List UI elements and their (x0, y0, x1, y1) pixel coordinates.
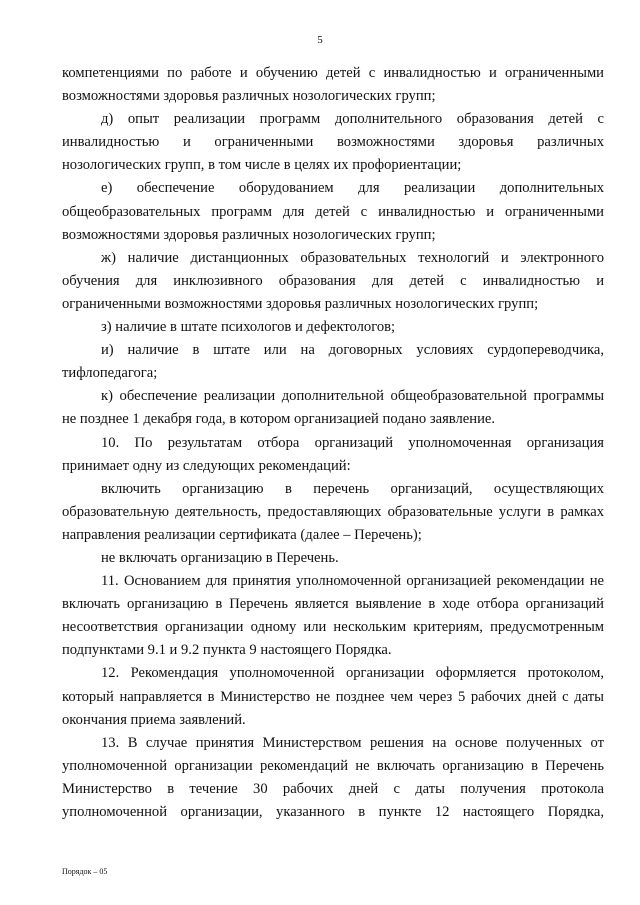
paragraph-item-i: и) наличие в штате или на договорных условиях сурдопереводчика, тифлопедагога; (62, 342, 604, 382)
document-body (62, 62, 604, 824)
paragraph-item-zh: ж) наличие дистанционных образовательных технологий и электронного обучения для инклюзивного образования для детей с инвалидностью и ограниченными возможностями здоровья различных нозологических групп; (62, 249, 604, 312)
paragraph-recommendation-include: включить организацию в перечень организаций, осуществляющих образовательную деятельность, предоставляющих образовательные услуги в рамках направления реализации сертификата (далее – Перечень); (62, 480, 604, 543)
paragraph-section-12: 12. Рекомендация уполномоченной организации оформляется протоколом, который направляется в Министерство не позднее чем через 5 рабочих дней с даты окончания приема заявлений. (62, 665, 604, 728)
paragraph-item-e: е) обеспечение оборудованием для реализации дополнительных общеобразовательных программ для детей с инвалидностью и ограниченными возможностями здоровья различных нозологических групп; (62, 180, 604, 243)
paragraph-section-13: 13. В случае принятия Министерством решения на основе полученных от уполномоченной организации рекомендаций не включать организацию в Перечень Министерство в течение 30 рабочих дней с даты получения протокола уполномоченной организации, указанного в пункте 12 настоящего Порядка, (62, 734, 604, 820)
page-footer: Порядок – 05 (62, 867, 108, 876)
paragraph-continuation: компетенциями по работе и обучению детей с инвалидностью и ограниченными возможностями здоровья различных нозологических групп; (62, 65, 604, 105)
paragraph-item-k: к) обеспечение реализации дополнительной общеобразовательной программы не позднее 1 декабря года, в котором организацией подано заявление. (62, 388, 604, 428)
page-number: 5 (317, 34, 323, 46)
paragraph-section-11: 11. Основанием для принятия уполномоченной организацией рекомендации не включать организацию в Перечень является выявление в ходе отбора организаций несоответствия организации одному или нескольким критериям, предусмотренным подпунктами 9.1 и 9.2 пункта 9 настоящего Порядка. (62, 573, 604, 659)
paragraph-recommendation-exclude: не включать организацию в Перечень. (101, 549, 339, 566)
paragraph-item-z: з) наличие в штате психологов и дефектологов; (101, 319, 396, 336)
paragraph-item-d: д) опыт реализации программ дополнительного образования детей с инвалидностью и ограниченными возможностями здоровья различных нозологических групп, в том числе в целях их профориентации; (62, 111, 604, 174)
paragraph-section-10: 10. По результатам отбора организаций уполномоченная организация принимает одну из следующих рекомендаций: (62, 434, 604, 474)
